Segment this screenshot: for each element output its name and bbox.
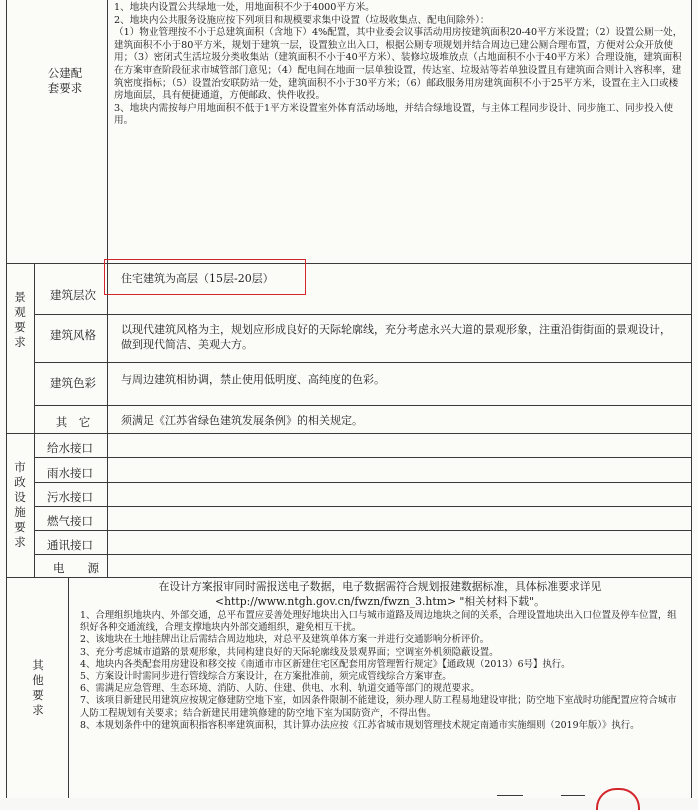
municipal-row-label: 污水接口 xyxy=(47,490,93,504)
other-intro-line: 在设计方案报审同时需报送电子数据，电子数据需符合规划报建数据标准，具体标准要求详见 xyxy=(158,580,602,593)
stamp-fragment xyxy=(596,788,640,810)
row-divider xyxy=(34,314,692,315)
municipal-section-label: 市政设施要求 xyxy=(14,460,26,549)
row-divider xyxy=(34,405,692,406)
highlight-box xyxy=(104,259,306,295)
facility-section-label: 公建配套要求 xyxy=(47,66,83,95)
row-divider xyxy=(34,530,692,531)
other-item: 8、本规划条件中的建筑面积指容积率建筑面积，其计算办法应按《江苏省城市规划管理技术规定南通市实施细则（2019年版）》执行。 xyxy=(80,719,640,731)
landscape-row-value: 住宅建筑为高层（15层-20层） xyxy=(121,272,274,285)
facility-item: 3、地块内需按每户用地面积不低于1平方米设置室外体育活动场地，并结合绿地设置，与主体工程同步设计、同步施工、同步投入使用。 xyxy=(114,102,674,127)
facility-item: （1）物业管理按不小于总建筑面积（含地下）4%配置，其中业委会议事活动用房按建筑面积20-40平方米设置；（2）设置公厕一处，建筑面积不小于80平方米，规划于建筑一层，设置独立出入口，根据公厕专项规划并结合周边已建公厕合理布置，方便对公众开放使用；（3）密闭式生活垃圾分类收集站（建筑面积不小于40平方米）、装修垃圾堆放点（占地面积不小于40平方米）合理设施，建筑面积在方案审查阶段征求市城管部门意见；（4）配电间在地面一层单独设置，传达室、垃圾站等若单独设置且有建筑面合则计入容积率，建筑密度指标；（5）设置治安联防站一处，建筑面积不小于30平方米；（6）邮政服务用房建筑面积不小于25平方米，设置在主入口或楼房地面层，具有便捷通道，方便邮政、快件收投。 xyxy=(114,27,683,102)
landscape-row-value: 与周边建筑相协调，禁止使用低明度、高纯度的色彩。 xyxy=(121,373,385,386)
ink-mark xyxy=(561,795,585,796)
section-divider xyxy=(6,433,692,434)
column-divider xyxy=(107,0,108,263)
facility-content xyxy=(114,2,684,128)
landscape-section-label: 景观要求 xyxy=(14,290,26,349)
row-divider xyxy=(34,457,692,458)
other-item: 6、需满足应急管理、生态环境、消防、人防、住建、供电、水利、轨道交通等部门的规范要求。 xyxy=(80,683,480,695)
landscape-row-value: 须满足《江苏省绿色建筑发展条例》的相关规定。 xyxy=(121,414,363,427)
other-item: 2、该地块在土地挂牌出让后需结合周边地块，对总平及建筑单体方案一并进行交通影响分析评价。 xyxy=(80,634,490,646)
right-border xyxy=(691,0,692,798)
row-divider xyxy=(34,362,692,363)
other-intro xyxy=(74,579,686,609)
row-divider xyxy=(34,482,692,483)
column-divider xyxy=(68,577,69,798)
other-section-label: 其他要求 xyxy=(32,658,44,717)
other-item: 7、该项目新建民用建筑应按规定修建防空地下室，如因条件限制不能建设，须办理人防工程易地建设审批；防空地下室战时功能配置应符合城市人防工程规划有关要求；结合新建民用建筑修建的防空地下室为国防资产，不得出售。 xyxy=(80,695,677,719)
landscape-row-label: 建筑层次 xyxy=(50,288,96,302)
landscape-row-label: 建筑风格 xyxy=(50,328,96,342)
facility-item: 1、地块内设置公共绿地一处，用地面积不少于4000平方米。 xyxy=(114,2,375,13)
municipal-row-label: 给水接口 xyxy=(47,441,93,455)
landscape-row-label: 建筑色彩 xyxy=(50,376,96,390)
other-item: 1、合理组织地块内、外部交通，总平布置应妥善处理好地块出入口与城市道路及周边地块之间的关系，合理设置地块出入口位置及停车位置，组织好各种交通流线，合理支撑地块内外部交通组织，避免相互干扰。 xyxy=(80,610,677,634)
municipal-row-label: 电 源 xyxy=(53,561,99,575)
column-divider xyxy=(34,263,35,433)
row-divider xyxy=(34,554,692,555)
other-intro-line: <http://www.ntgh.gov.cn/fwzn/fwzn_3.htm> "相关材料下载"。 xyxy=(215,595,545,608)
landscape-row-label: 其 它 xyxy=(55,415,91,429)
facility-item: 2、地块内公共服务设施应按下列项目和规模要求集中设置（垃圾收集点、配电间除外）： xyxy=(114,14,490,26)
other-item: 5、方案设计时需同步进行管线综合方案设计，在方案批准前，须完成管线综合方案审查。 xyxy=(80,671,452,683)
column-divider xyxy=(34,433,35,577)
column-divider xyxy=(107,433,108,577)
municipal-row-label: 通讯接口 xyxy=(47,538,93,552)
other-item: 4、地块内各类配套用房建设和移交按《南通市市区新建住宅区配套用房管理暂行规定》【通政规（2013）6号】执行。 xyxy=(80,658,571,670)
landscape-row-value: 以现代建筑风格为主，规划应形成良好的天际轮廓线，充分考虑永兴大道的景观形象，注重沿街街面的景观设计，做到现代简洁、美观大方。 xyxy=(121,323,671,351)
left-border xyxy=(6,0,7,798)
municipal-row-label: 雨水接口 xyxy=(47,466,93,480)
other-content xyxy=(80,610,684,732)
municipal-row-label: 燃气接口 xyxy=(47,514,93,528)
other-item: 3、充分考虑城市道路的景观形象，共同构建良好的天际轮廓线及景观界面；空调室外机须隐蔽设置。 xyxy=(80,646,499,658)
ink-mark xyxy=(497,795,523,796)
section-divider xyxy=(6,577,692,578)
row-divider xyxy=(34,506,692,507)
